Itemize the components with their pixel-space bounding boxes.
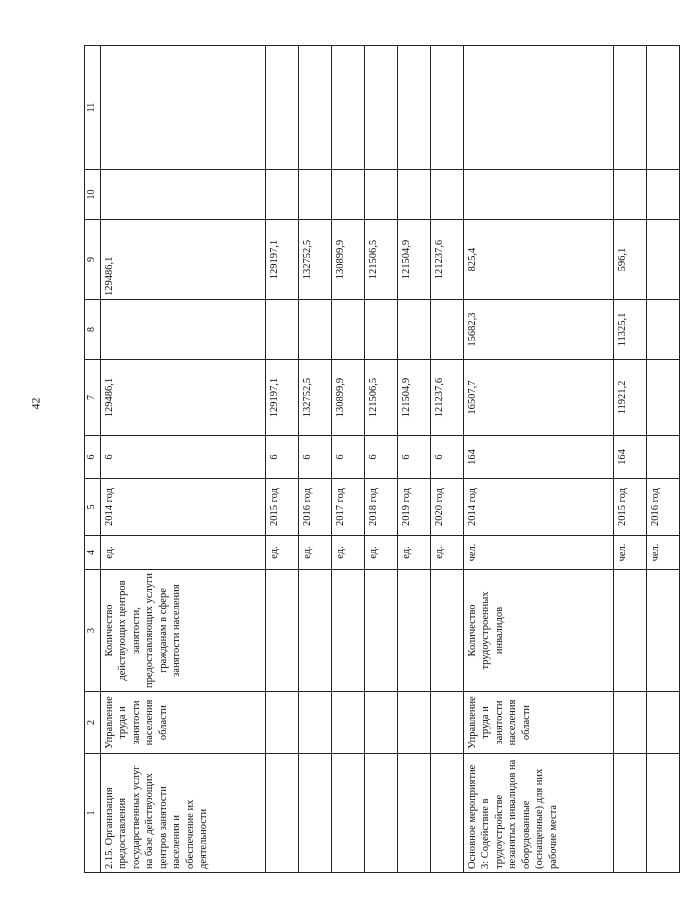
unit-cell: чел. [614,536,647,570]
local-cell [101,170,266,220]
indicator-cell [332,570,365,692]
value-cell: 6 [299,436,332,479]
other-cell [398,46,431,170]
table-row [614,46,647,873]
executor-cell: Управление труда и занятости населения области [464,692,614,754]
local-cell [332,170,365,220]
indicator-cell: Количество действующих центров занятости, предоставляющих услуги гражданам в сфере занятости населения [101,570,266,692]
regional-cell: 825,4 [464,220,614,300]
indicator-cell [398,570,431,692]
total-cell: 11921,2 [614,360,647,436]
federal-cell [431,300,464,360]
table-row [431,46,464,873]
value-cell: 6 [332,436,365,479]
unit-cell: ед. [266,536,299,570]
header-cell: 1 [85,754,101,873]
value-cell: 6 [398,436,431,479]
indicator-cell [365,570,398,692]
activity-cell [365,754,398,873]
executor-cell [266,692,299,754]
executor-cell [398,692,431,754]
activity-cell [431,754,464,873]
local-cell [647,170,680,220]
header-cell: 10 [85,170,101,220]
header-cell: 7 [85,360,101,436]
header-row [85,46,101,873]
activity-cell: 2.15. Организация предоставления государственных услуг на базе действующих центров занятости населения и обеспечение их деятельности [101,754,266,873]
executor-cell [332,692,365,754]
year-cell: 2020 год [431,479,464,536]
table-row [365,46,398,873]
activity-cell [332,754,365,873]
table-row [464,46,614,873]
unit-cell: ед. [101,536,266,570]
year-cell: 2015 год [614,479,647,536]
federal-cell [398,300,431,360]
other-cell [464,46,614,170]
table-row [299,46,332,873]
activity-cell [614,754,647,873]
total-cell: 130899,9 [332,360,365,436]
header-cell: 8 [85,300,101,360]
indicator-cell: Количество трудоустроенных инвалидов [464,570,614,692]
other-cell [647,46,680,170]
local-cell [398,170,431,220]
value-cell: 164 [614,436,647,479]
regional-cell: 596,1 [614,220,647,300]
executor-cell [614,692,647,754]
activity-cell [266,754,299,873]
other-cell [365,46,398,170]
rotated-table-wrapper [84,46,661,873]
local-cell [365,170,398,220]
table-row [332,46,365,873]
year-cell: 2015 год [266,479,299,536]
indicator-cell [614,570,647,692]
federal-cell: 15682,3 [464,300,614,360]
local-cell [464,170,614,220]
total-cell: 121506,5 [365,360,398,436]
total-cell: 121504,9 [398,360,431,436]
total-cell: 132752,5 [299,360,332,436]
executor-cell [647,692,680,754]
unit-cell: ед. [431,536,464,570]
executor-cell [365,692,398,754]
local-cell [614,170,647,220]
value-cell: 6 [365,436,398,479]
federal-cell [299,300,332,360]
regional-cell: 121504,9 [398,220,431,300]
year-cell: 2017 год [332,479,365,536]
activity-cell [647,754,680,873]
unit-cell: ед. [398,536,431,570]
table-row [398,46,431,873]
value-cell: 6 [266,436,299,479]
year-cell: 2019 год [398,479,431,536]
other-cell [614,46,647,170]
value-cell: 164 [464,436,614,479]
activity-cell [398,754,431,873]
indicator-cell [431,570,464,692]
table-row [101,46,266,873]
year-cell: 2014 год [464,479,614,536]
unit-cell: ед. [299,536,332,570]
header-cell: 3 [85,570,101,692]
value-cell: 6 [101,436,266,479]
total-cell: 129197,1 [266,360,299,436]
activity-cell [299,754,332,873]
regional-cell: 132752,5 [299,220,332,300]
total-cell: 129486,1 [101,360,266,436]
local-cell [431,170,464,220]
executor-cell: Управление труда и занятости населения области [101,692,266,754]
header-cell: 4 [85,536,101,570]
executor-cell [431,692,464,754]
federal-cell [647,300,680,360]
federal-cell: 11325,1 [614,300,647,360]
value-cell: 6 [431,436,464,479]
federal-cell [266,300,299,360]
header-cell: 11 [85,46,101,170]
table-row [266,46,299,873]
executor-cell [299,692,332,754]
unit-cell: ед. [332,536,365,570]
activity-cell: Основное мероприятие 3: Содействие в трудоустройстве незанятых инвалидов на оборудованные (оснащенные) для них рабочие места [464,754,614,873]
year-cell: 2016 год [647,479,680,536]
local-cell [299,170,332,220]
total-cell [647,360,680,436]
regional-cell: 129197,1 [266,220,299,300]
regional-cell: 130899,9 [332,220,365,300]
year-cell: 2016 год [299,479,332,536]
indicator-cell [299,570,332,692]
regional-cell: 129486,1 [101,220,266,300]
table-row [647,46,680,873]
other-cell [431,46,464,170]
unit-cell: чел. [647,536,680,570]
unit-cell: ед. [365,536,398,570]
other-cell [299,46,332,170]
federal-cell [101,300,266,360]
indicator-cell [266,570,299,692]
federal-cell [365,300,398,360]
other-cell [332,46,365,170]
year-cell: 2014 год [101,479,266,536]
program-table [84,45,680,873]
header-cell: 5 [85,479,101,536]
regional-cell: 121237,6 [431,220,464,300]
federal-cell [332,300,365,360]
other-cell [101,46,266,170]
local-cell [266,170,299,220]
header-cell: 9 [85,220,101,300]
value-cell [647,436,680,479]
page-number: 42 [28,397,43,410]
regional-cell: 121506,5 [365,220,398,300]
header-cell: 6 [85,436,101,479]
total-cell: 16507,7 [464,360,614,436]
regional-cell [647,220,680,300]
year-cell: 2018 год [365,479,398,536]
other-cell [266,46,299,170]
header-cell: 2 [85,692,101,754]
unit-cell: чел. [464,536,614,570]
indicator-cell [647,570,680,692]
total-cell: 121237,6 [431,360,464,436]
